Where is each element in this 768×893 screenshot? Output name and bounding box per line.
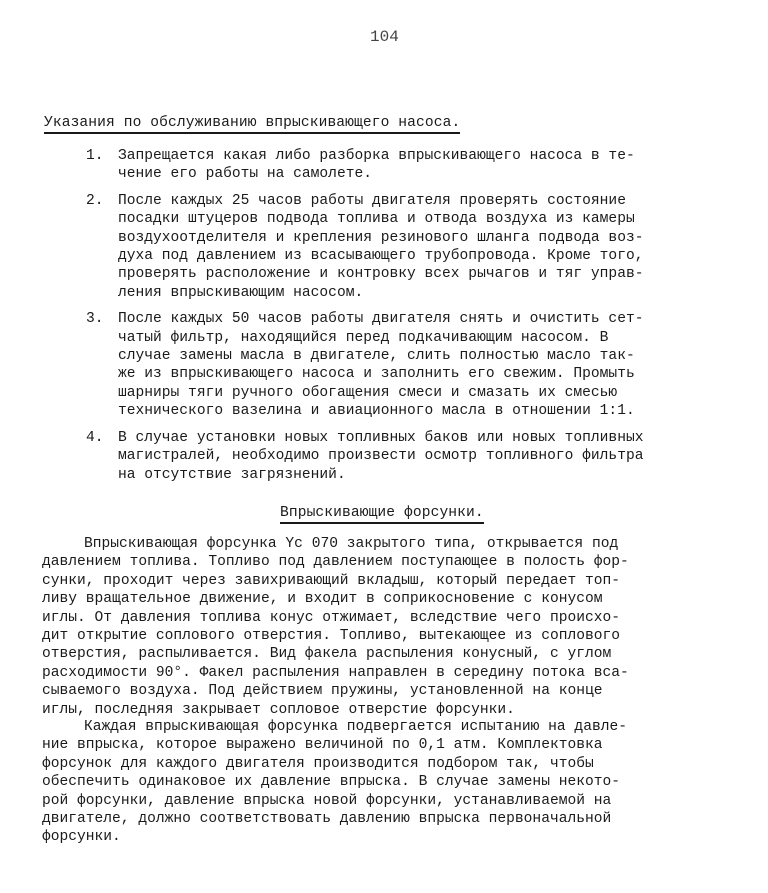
list-item <box>86 147 736 184</box>
text-line: же из впрыскивающего насоса и заполнить его свежим. Промыть <box>118 366 635 383</box>
text-line: ления впрыскивающим насосом. <box>118 284 364 301</box>
text-line: технического вазелина и авиационного масла в отношении 1:1. <box>118 403 635 420</box>
list-item <box>86 192 736 302</box>
text-line: воздухоотделителя и крепления резинового шланга подвода воз- <box>118 229 644 246</box>
text-line: После каждых 50 часов работы двигателя снять и очистить сет- <box>118 311 644 328</box>
text-line: иглы, последняя закрывает сопловое отверстие форсунки. <box>42 701 515 718</box>
text-line: проверять расположение и контровку всех рычагов и тяг управ- <box>118 266 644 283</box>
text-line: отверстия, распыливается. Вид факела распыления конусный, с углом <box>42 646 612 663</box>
text-line: дит открытие соплового отверстия. Топливо, вытекающее из соплового <box>42 628 621 645</box>
paragraph-injector-testing <box>42 718 742 847</box>
section-heading-pump-maintenance: Указания по обслуживанию впрыскивающего насоса. <box>44 115 460 134</box>
text-line: случае замены масла в двигателе, слить полностью масло так- <box>118 348 635 365</box>
text-line: посадки штуцеров подвода топлива и отвода воздуха из камеры <box>118 211 635 228</box>
text-line: ние впрыска, которое выражено величиной по 0,1 атм. Комплектовка <box>42 737 603 754</box>
text-line: двигателе, должно соответствовать давлению впрыска первоначальной <box>42 811 612 828</box>
text-line: на отсутствие загрязнений. <box>118 466 346 483</box>
text-line: шарниры тяги ручного обогащения смеси и смазать их смесью <box>118 384 618 401</box>
text-line: форсунки. <box>42 829 121 846</box>
text-line: Каждая впрыскивающая форсунка подвергается испытанию на давле- <box>84 719 627 735</box>
text-line: духа под давлением из всасывающего трубопровода. Кроме того, <box>118 248 644 265</box>
paragraph-injector-description <box>42 535 742 719</box>
text-line: сываемого воздуха. Под действием пружины, установленной на конце <box>42 683 603 700</box>
text-line: Впрыскивающая форсунка Yc 070 закрытого типа, открывается под <box>84 536 619 552</box>
text-line: чатый фильтр, находящийся перед подкачивающим насосом. В <box>118 329 609 346</box>
text-line: магистралей, необходимо произвести осмотр топливного фильтра <box>118 448 644 465</box>
text-line: После каждых 25 часов работы двигателя проверять состояние <box>118 192 626 209</box>
text-line: Запрещается какая либо разборка впрыскивающего насоса в те- <box>118 148 635 164</box>
text-line: сунки, проходит через завихривающий вкладыш, который передает топ- <box>42 572 621 589</box>
item-number: 1. <box>86 148 104 164</box>
text-line: давлением топлива. Топливо под давлением поступающее в полость фор- <box>42 554 629 571</box>
text-line: расходимости 90°. Факел распыления направлен в середину потока вса- <box>42 664 629 681</box>
item-number: 2. <box>86 192 104 209</box>
maintenance-instructions-list <box>86 147 736 492</box>
text-line: рой форсунки, давление впрыска новой форсунки, устанавливаемой на <box>42 792 612 809</box>
text-line: чение его работы на самолете. <box>118 166 372 183</box>
list-item <box>86 429 736 484</box>
text-line: форсунок для каждого двигателя производится подбором так, чтобы <box>42 755 594 772</box>
list-item <box>86 310 736 420</box>
text-line: обеспечить одинаковое их давление впрыска. В случае замены некото- <box>42 774 621 791</box>
text-line: ливу вращательное движение, и входит в соприкосновение с конусом <box>42 591 603 608</box>
text-line: иглы. От давления топлива конус отжимает, вследствие чего происхо- <box>42 609 621 626</box>
page-number: 104 <box>370 28 399 46</box>
item-number: 4. <box>86 429 104 446</box>
item-number: 3. <box>86 311 104 328</box>
section-heading-injectors: Впрыскивающие форсунки. <box>280 505 484 524</box>
text-line: В случае установки новых топливных баков или новых топливных <box>118 429 644 446</box>
